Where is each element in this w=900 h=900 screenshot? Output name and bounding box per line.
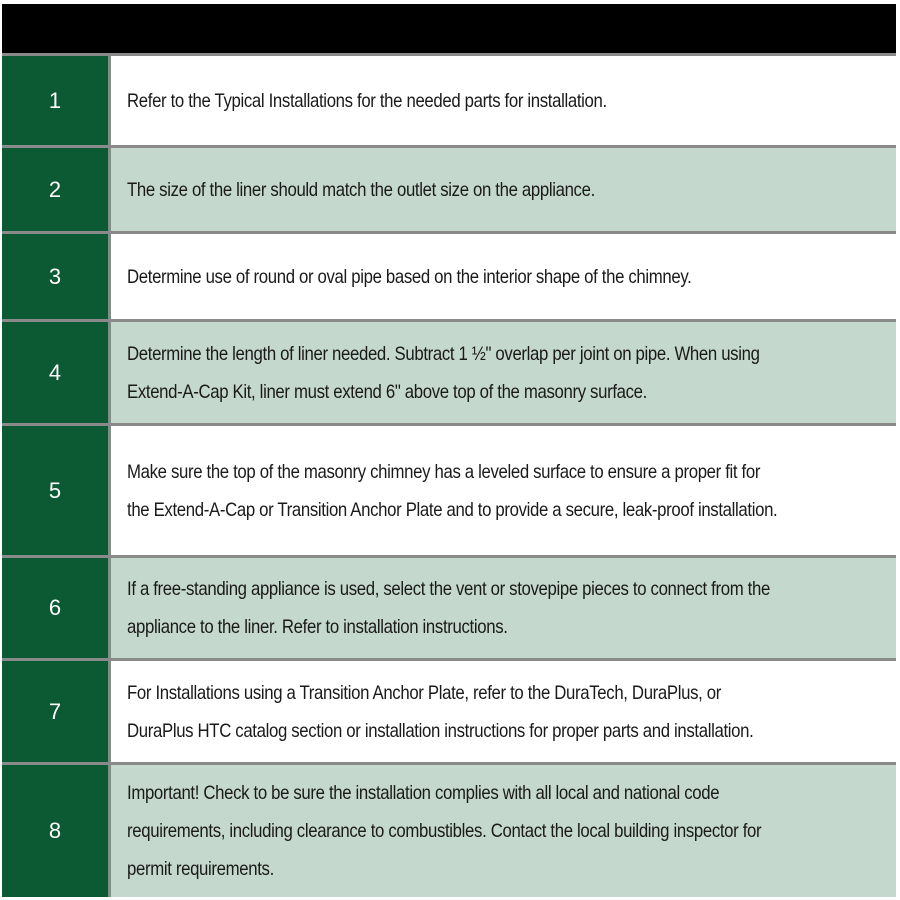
step-text: The size of the liner should match the outlet size on the appliance. xyxy=(127,178,595,201)
step-number: 6 xyxy=(2,558,111,658)
table-row xyxy=(2,231,896,319)
step-number: 5 xyxy=(2,426,111,555)
step-text-cell xyxy=(111,56,896,145)
step-text: Make sure the top of the masonry chimney has a leveled surface to ensure a proper fit for the Extend-A-Cap or Transition Anchor Plate and to provide a secure, leak-proof installation. xyxy=(127,460,778,521)
step-number: 2 xyxy=(2,148,111,231)
table-row xyxy=(2,319,896,423)
table-row xyxy=(2,145,896,231)
step-text-cell xyxy=(111,148,896,231)
step-number: 4 xyxy=(2,322,111,423)
step-text: Determine the length of liner needed. Subtract 1 ½" overlap per joint on pipe. When using Extend-A-Cap Kit, liner must extend 6" above top of the masonry surface. xyxy=(127,342,760,403)
step-text-cell xyxy=(111,558,896,658)
table-row xyxy=(2,53,896,145)
table-row xyxy=(2,555,896,658)
step-text-cell xyxy=(111,765,896,897)
step-number: 8 xyxy=(2,765,111,897)
step-text-cell xyxy=(111,426,896,555)
table-row xyxy=(2,658,896,762)
step-text: If a free-standing appliance is used, select the vent or stovepipe pieces to connect from the appliance to the liner. Refer to installation instructions. xyxy=(127,578,770,638)
table-row xyxy=(2,762,896,897)
step-number: 3 xyxy=(2,234,111,319)
table-header-bar xyxy=(2,4,896,53)
step-text-cell xyxy=(111,661,896,762)
step-text-cell xyxy=(111,322,896,423)
instructions-table xyxy=(2,4,896,897)
step-number: 7 xyxy=(2,661,111,762)
step-text: Important! Check to be sure the installation complies with all local and national code requirements, including clearance to combustibles. Contact the local building inspector for permit requirements. xyxy=(127,782,762,880)
step-text-cell xyxy=(111,234,896,319)
step-text: Refer to the Typical Installations for the needed parts for installation. xyxy=(127,89,607,112)
step-text: Determine use of round or oval pipe based on the interior shape of the chimney. xyxy=(127,265,692,288)
step-text: For Installations using a Transition Anchor Plate, refer to the DuraTech, DuraPlus, or DuraPlus HTC catalog section or installation instructions for proper parts and installation. xyxy=(127,681,754,742)
step-number: 1 xyxy=(2,56,111,145)
table-row xyxy=(2,423,896,555)
